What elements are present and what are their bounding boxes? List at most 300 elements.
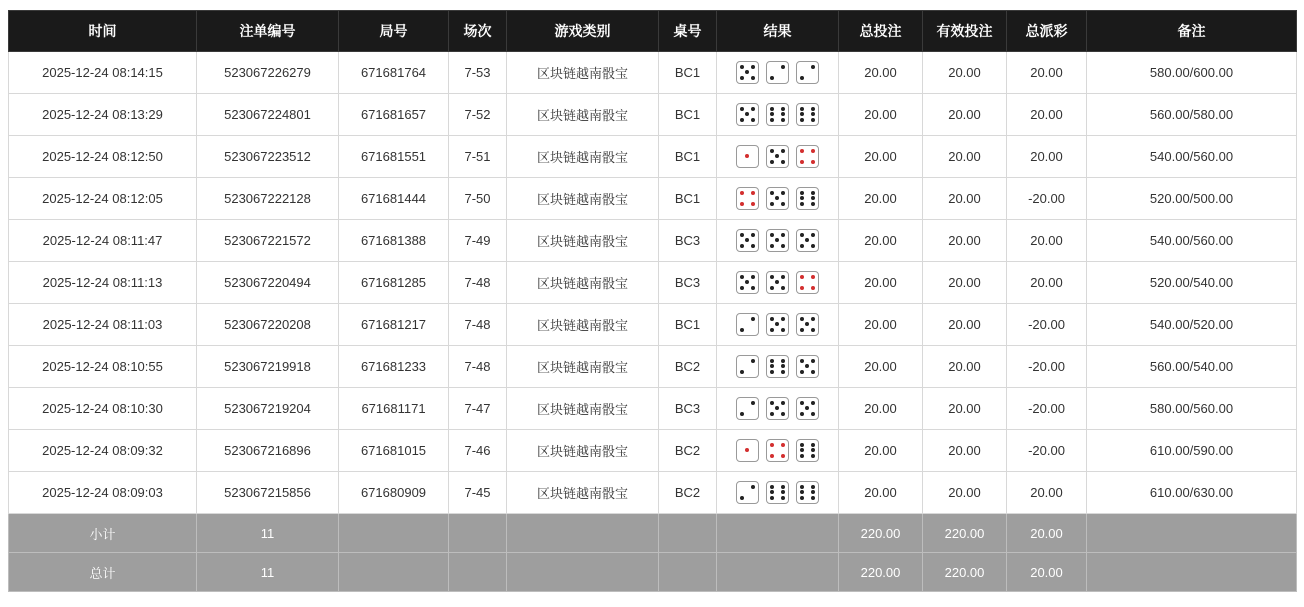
die-pip: [751, 454, 755, 458]
cell-result: [717, 136, 839, 178]
die-pip: [811, 317, 815, 321]
die-pip: [751, 448, 755, 452]
die-pip: [805, 233, 809, 237]
die-pip: [781, 76, 785, 80]
die-pip: [805, 154, 809, 158]
cell-total-bet: 20.00: [839, 136, 923, 178]
cell-valid-bet: 20.00: [923, 94, 1007, 136]
bet-history-table: [8, 10, 1297, 592]
die-pip: [805, 238, 809, 242]
die-pip: [745, 454, 749, 458]
cell-time: 2025-12-24 08:14:15: [9, 52, 197, 94]
die-pip: [770, 286, 774, 290]
cell-result: [717, 346, 839, 388]
die-pip: [781, 244, 785, 248]
die-pip: [781, 191, 785, 195]
header-time: 时间: [9, 11, 197, 52]
die-pip: [775, 359, 779, 363]
die-face-1: [736, 439, 759, 462]
die-face-5: [766, 397, 789, 420]
die-pip: [740, 286, 744, 290]
die-pip: [751, 154, 755, 158]
cell-session: 7-48: [449, 262, 507, 304]
die-face-6: [796, 187, 819, 210]
cell-total-bet: 20.00: [839, 262, 923, 304]
die-pip: [745, 154, 749, 158]
die-pip: [781, 370, 785, 374]
die-face-5: [736, 103, 759, 126]
die-pip: [781, 412, 785, 416]
die-pip: [770, 244, 774, 248]
dice-group: [721, 313, 834, 336]
cell-order-no: 523067223512: [197, 136, 339, 178]
cell-total-payout: 20.00: [1007, 220, 1087, 262]
die-pip: [745, 76, 749, 80]
die-pip: [751, 317, 755, 321]
cell-table-no: BC2: [659, 472, 717, 514]
die-pip: [811, 107, 815, 111]
die-pip: [775, 401, 779, 405]
die-pip: [775, 160, 779, 164]
die-pip: [751, 238, 755, 242]
total-count: 11: [197, 553, 339, 592]
die-pip: [811, 160, 815, 164]
die-pip: [770, 359, 774, 363]
die-pip: [805, 160, 809, 164]
die-pip: [740, 496, 744, 500]
die-pip: [745, 196, 749, 200]
cell-total-payout: 20.00: [1007, 472, 1087, 514]
die-pip: [811, 280, 815, 284]
die-pip: [740, 359, 744, 363]
dice-group: [721, 229, 834, 252]
cell-session: 7-48: [449, 346, 507, 388]
die-pip: [751, 485, 755, 489]
die-pip: [745, 70, 749, 74]
cell-total-bet: 20.00: [839, 220, 923, 262]
cell-table-no: BC3: [659, 262, 717, 304]
header-order-no: 注单编号: [197, 11, 339, 52]
die-pip: [740, 448, 744, 452]
die-pip: [781, 454, 785, 458]
die-pip: [751, 490, 755, 494]
table-row[interactable]: [9, 136, 1297, 178]
die-pip: [781, 328, 785, 332]
die-pip: [770, 322, 774, 326]
cell-game-type: 区块链越南骰宝: [507, 430, 659, 472]
die-pip: [770, 107, 774, 111]
die-pip: [740, 275, 744, 279]
header-round-no: 局号: [339, 11, 449, 52]
die-pip: [745, 112, 749, 116]
die-pip: [751, 322, 755, 326]
die-pip: [811, 233, 815, 237]
cell-total-payout: -20.00: [1007, 430, 1087, 472]
dice-group: [721, 145, 834, 168]
die-face-2: [736, 481, 759, 504]
die-pip: [800, 244, 804, 248]
die-pip: [745, 244, 749, 248]
die-pip: [781, 280, 785, 284]
table-row[interactable]: [9, 262, 1297, 304]
die-pip: [745, 149, 749, 153]
die-pip: [781, 107, 785, 111]
dice-group: [721, 397, 834, 420]
die-pip: [740, 406, 744, 410]
die-pip: [805, 112, 809, 116]
die-pip: [800, 149, 804, 153]
cell-remark: 520.00/540.00: [1087, 262, 1297, 304]
die-pip: [781, 322, 785, 326]
die-pip: [770, 406, 774, 410]
die-pip: [775, 443, 779, 447]
die-pip: [781, 317, 785, 321]
die-pip: [770, 485, 774, 489]
header-session: 场次: [449, 11, 507, 52]
cell-round-no: 671681171: [339, 388, 449, 430]
die-pip: [800, 76, 804, 80]
die-pip: [781, 364, 785, 368]
die-pip: [770, 275, 774, 279]
die-pip: [751, 412, 755, 416]
die-face-5: [796, 397, 819, 420]
die-pip: [740, 370, 744, 374]
cell-game-type: 区块链越南骰宝: [507, 178, 659, 220]
die-pip: [811, 401, 815, 405]
die-pip: [745, 191, 749, 195]
cell-total-payout: 20.00: [1007, 94, 1087, 136]
total-table-no: [659, 553, 717, 592]
die-pip: [805, 191, 809, 195]
header-game-type: 游戏类别: [507, 11, 659, 52]
die-pip: [811, 364, 815, 368]
die-pip: [800, 328, 804, 332]
die-pip: [775, 490, 779, 494]
table-row[interactable]: [9, 346, 1297, 388]
die-pip: [805, 490, 809, 494]
die-pip: [740, 401, 744, 405]
die-pip: [775, 65, 779, 69]
cell-round-no: 671681764: [339, 52, 449, 94]
die-pip: [811, 275, 815, 279]
die-pip: [740, 154, 744, 158]
die-pip: [781, 202, 785, 206]
die-pip: [811, 412, 815, 416]
cell-time: 2025-12-24 08:09:03: [9, 472, 197, 514]
cell-table-no: BC2: [659, 430, 717, 472]
cell-round-no: 671681233: [339, 346, 449, 388]
die-pip: [811, 154, 815, 158]
die-face-5: [736, 229, 759, 252]
die-pip: [800, 406, 804, 410]
total-valid-bet: 220.00: [923, 553, 1007, 592]
die-pip: [775, 406, 779, 410]
cell-valid-bet: 20.00: [923, 52, 1007, 94]
cell-remark: 520.00/500.00: [1087, 178, 1297, 220]
die-pip: [781, 233, 785, 237]
die-pip: [805, 454, 809, 458]
dice-group: [721, 481, 834, 504]
cell-round-no: 671681388: [339, 220, 449, 262]
die-pip: [800, 401, 804, 405]
die-pip: [775, 412, 779, 416]
die-pip: [800, 70, 804, 74]
die-pip: [800, 317, 804, 321]
die-pip: [811, 496, 815, 500]
die-pip: [775, 238, 779, 242]
cell-total-bet: 20.00: [839, 388, 923, 430]
die-pip: [745, 406, 749, 410]
die-pip: [740, 233, 744, 237]
cell-total-bet: 20.00: [839, 94, 923, 136]
cell-result: [717, 52, 839, 94]
dice-group: [721, 61, 834, 84]
die-pip: [751, 76, 755, 80]
die-pip: [770, 196, 774, 200]
die-pip: [775, 286, 779, 290]
die-pip: [800, 454, 804, 458]
die-pip: [745, 233, 749, 237]
die-pip: [770, 160, 774, 164]
dice-group: [721, 439, 834, 462]
dice-group: [721, 103, 834, 126]
cell-session: 7-48: [449, 304, 507, 346]
table-row[interactable]: [9, 220, 1297, 262]
cell-result: [717, 178, 839, 220]
die-pip: [781, 496, 785, 500]
table-header: [9, 11, 1297, 52]
cell-result: [717, 472, 839, 514]
die-pip: [740, 191, 744, 195]
cell-order-no: 523067215856: [197, 472, 339, 514]
dice-group: [721, 355, 834, 378]
die-pip: [751, 496, 755, 500]
die-pip: [740, 118, 744, 122]
die-pip: [745, 328, 749, 332]
die-pip: [781, 485, 785, 489]
header-total-bet: 总投注: [839, 11, 923, 52]
die-pip: [805, 406, 809, 410]
die-face-4: [796, 271, 819, 294]
die-pip: [751, 196, 755, 200]
die-pip: [775, 448, 779, 452]
die-face-5: [796, 313, 819, 336]
die-pip: [745, 322, 749, 326]
die-pip: [805, 65, 809, 69]
table-row[interactable]: [9, 472, 1297, 514]
die-pip: [745, 160, 749, 164]
die-face-5: [736, 61, 759, 84]
die-pip: [740, 107, 744, 111]
die-pip: [781, 401, 785, 405]
table-row[interactable]: [9, 178, 1297, 220]
cell-session: 7-52: [449, 94, 507, 136]
cell-order-no: 523067220494: [197, 262, 339, 304]
die-pip: [751, 70, 755, 74]
die-pip: [751, 107, 755, 111]
dice-group: [721, 271, 834, 294]
die-pip: [805, 370, 809, 374]
subtotal-total-payout: 20.00: [1007, 514, 1087, 553]
die-pip: [740, 322, 744, 326]
cell-order-no: 523067222128: [197, 178, 339, 220]
die-face-5: [766, 271, 789, 294]
die-pip: [811, 286, 815, 290]
die-pip: [740, 364, 744, 368]
cell-game-type: 区块链越南骰宝: [507, 262, 659, 304]
subtotal-count: 11: [197, 514, 339, 553]
die-pip: [800, 233, 804, 237]
die-pip: [751, 443, 755, 447]
cell-total-payout: 20.00: [1007, 262, 1087, 304]
cell-remark: 540.00/560.00: [1087, 220, 1297, 262]
die-face-6: [766, 103, 789, 126]
die-pip: [745, 370, 749, 374]
die-pip: [740, 328, 744, 332]
cell-session: 7-50: [449, 178, 507, 220]
die-pip: [775, 328, 779, 332]
header-remark: 备注: [1087, 11, 1297, 52]
die-pip: [770, 233, 774, 237]
die-pip: [781, 112, 785, 116]
die-pip: [770, 496, 774, 500]
die-pip: [745, 118, 749, 122]
cell-game-type: 区块链越南骰宝: [507, 304, 659, 346]
die-pip: [811, 76, 815, 80]
die-pip: [770, 328, 774, 332]
die-pip: [805, 280, 809, 284]
die-pip: [805, 76, 809, 80]
die-face-6: [766, 355, 789, 378]
die-pip: [800, 490, 804, 494]
die-pip: [745, 401, 749, 405]
die-pip: [751, 286, 755, 290]
die-pip: [811, 406, 815, 410]
cell-game-type: 区块链越南骰宝: [507, 94, 659, 136]
die-pip: [751, 359, 755, 363]
cell-table-no: BC3: [659, 388, 717, 430]
cell-time: 2025-12-24 08:09:32: [9, 430, 197, 472]
die-pip: [770, 370, 774, 374]
table-row[interactable]: [9, 94, 1297, 136]
die-pip: [781, 448, 785, 452]
die-pip: [740, 238, 744, 242]
header-valid-bet: 有效投注: [923, 11, 1007, 52]
die-pip: [805, 328, 809, 332]
die-pip: [811, 359, 815, 363]
header-total-payout: 总派彩: [1007, 11, 1087, 52]
cell-total-bet: 20.00: [839, 52, 923, 94]
die-pip: [800, 107, 804, 111]
die-pip: [751, 364, 755, 368]
cell-remark: 540.00/520.00: [1087, 304, 1297, 346]
die-pip: [770, 280, 774, 284]
cell-remark: 540.00/560.00: [1087, 136, 1297, 178]
die-pip: [805, 443, 809, 447]
die-pip: [781, 65, 785, 69]
table-row[interactable]: [9, 430, 1297, 472]
die-pip: [745, 359, 749, 363]
cell-table-no: BC1: [659, 136, 717, 178]
table-row[interactable]: [9, 388, 1297, 430]
subtotal-valid-bet: 220.00: [923, 514, 1007, 553]
die-pip: [800, 286, 804, 290]
table-row[interactable]: [9, 304, 1297, 346]
die-pip: [811, 454, 815, 458]
die-pip: [775, 275, 779, 279]
cell-total-bet: 20.00: [839, 178, 923, 220]
die-pip: [770, 443, 774, 447]
cell-total-bet: 20.00: [839, 472, 923, 514]
header-table-no: 桌号: [659, 11, 717, 52]
cell-valid-bet: 20.00: [923, 220, 1007, 262]
cell-session: 7-47: [449, 388, 507, 430]
die-pip: [745, 317, 749, 321]
cell-round-no: 671681285: [339, 262, 449, 304]
die-pip: [800, 280, 804, 284]
cell-table-no: BC1: [659, 94, 717, 136]
cell-valid-bet: 20.00: [923, 262, 1007, 304]
cell-time: 2025-12-24 08:11:13: [9, 262, 197, 304]
cell-valid-bet: 20.00: [923, 430, 1007, 472]
die-pip: [805, 412, 809, 416]
die-pip: [781, 359, 785, 363]
die-pip: [770, 112, 774, 116]
cell-total-payout: -20.00: [1007, 346, 1087, 388]
cell-valid-bet: 20.00: [923, 136, 1007, 178]
subtotal-result: [717, 514, 839, 553]
die-pip: [811, 65, 815, 69]
die-pip: [751, 191, 755, 195]
die-pip: [800, 370, 804, 374]
cell-valid-bet: 20.00: [923, 178, 1007, 220]
die-pip: [805, 401, 809, 405]
die-pip: [745, 448, 749, 452]
die-pip: [745, 280, 749, 284]
cell-round-no: 671681657: [339, 94, 449, 136]
die-pip: [805, 448, 809, 452]
cell-total-bet: 20.00: [839, 430, 923, 472]
die-pip: [775, 202, 779, 206]
die-pip: [775, 112, 779, 116]
die-pip: [781, 196, 785, 200]
cell-session: 7-49: [449, 220, 507, 262]
die-pip: [781, 406, 785, 410]
die-pip: [811, 448, 815, 452]
cell-remark: 610.00/630.00: [1087, 472, 1297, 514]
cell-session: 7-51: [449, 136, 507, 178]
die-pip: [751, 406, 755, 410]
die-pip: [740, 244, 744, 248]
die-pip: [781, 238, 785, 242]
die-pip: [745, 496, 749, 500]
cell-total-payout: -20.00: [1007, 304, 1087, 346]
die-pip: [745, 485, 749, 489]
cell-time: 2025-12-24 08:11:47: [9, 220, 197, 262]
die-pip: [745, 490, 749, 494]
die-pip: [811, 196, 815, 200]
die-pip: [800, 154, 804, 158]
die-face-2: [736, 397, 759, 420]
die-face-5: [766, 229, 789, 252]
die-pip: [805, 359, 809, 363]
cell-time: 2025-12-24 08:12:50: [9, 136, 197, 178]
die-pip: [740, 317, 744, 321]
cell-round-no: 671680909: [339, 472, 449, 514]
table-row[interactable]: [9, 52, 1297, 94]
cell-session: 7-46: [449, 430, 507, 472]
subtotal-session: [449, 514, 507, 553]
